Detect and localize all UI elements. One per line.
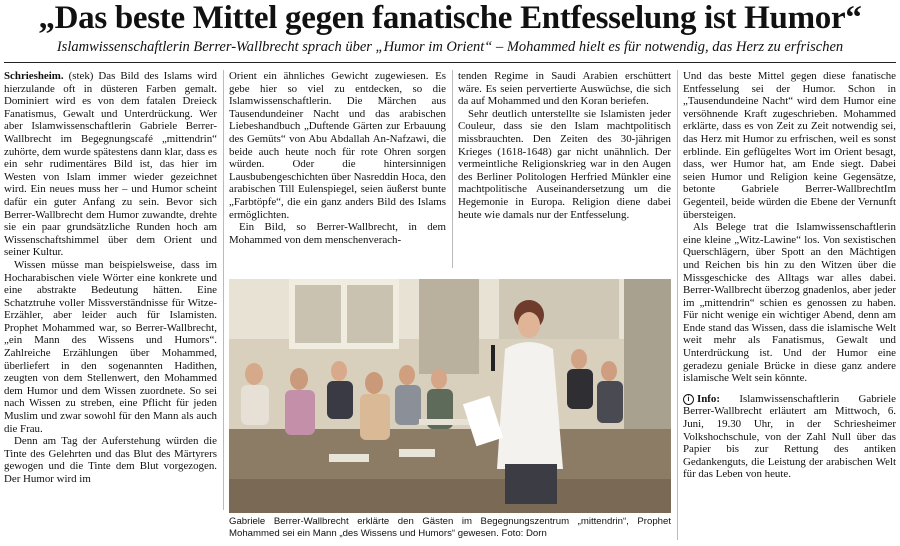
article-paragraph: tenden Regime in Saudi Arabien erschüttert wäre. Es seien pervertierte Auswüchse, die sich da auf Mohammed und den Koran beriefen.: [458, 70, 671, 108]
article-paragraph: Als Belege trat die Islamwissenschaftlerin eine kleine „Witz-Lawine“ los. Von sexistischen Querschlägern, über Spott an den Mächtigen und Reichen bis hin zu den Witzen über die Missgeschicke des Alltags war alles dabei. Berrer-Wallbrecht überzog gnadenlos, aber jeder im „mittendrin“ schien es genossen zu haben. Für nicht wenige ein wichtiger Abend, denn am Ende stand das Wissen, dass die islamische Welt weit mehr als Fanatismus, Gewalt und Unterdrückung ist. Und der Humor eine geradezu geniale Brücke in diese ganz andere islamische Welt sein könnte.: [683, 221, 896, 385]
article-column-2: [229, 70, 446, 275]
event-photo: [229, 279, 671, 513]
info-paragraph: [683, 393, 896, 481]
dateline: Schriesheim.: [4, 70, 64, 82]
article-column-4: [683, 70, 896, 542]
article-paragraph: Ein Bild, so Berrer-Wallbrecht, in dem Mohammed von dem menschenverach-: [229, 221, 446, 246]
photo-illustration: [229, 279, 671, 513]
info-box: [683, 393, 896, 481]
subheadline: Islamwissenschaftlerin Berrer-Wallbrecht sprach über „Humor im Orient“ – Mohammed hielt es für notwendig, das Herz zu erfrischen: [56, 39, 844, 55]
article-paragraph: Wissen müsse man beispielsweise, dass im Hocharabischen viele Wörter eine konkrete und eine abstrakte Bedeutung hätten. Eine Schatztruhe voller Missverständnisse für Witze-Erzähler, aber leider auch für Islamisten. Prophet Mohammed war, so Berrer-Wallbrecht, „ein Mann des Wissens und Humors“. Zahlreiche Erzählungen über Mohammed, überliefert in den sogenannten Hadithen, zeugten von dem Stellenwert, den Mohammed dem Humor und dem Wissen zuordnete. So sei nach Wissen zu streben, eine Pflicht für jeden Muslim und zwar sowohl für den Mann als auch die Frau.: [4, 258, 217, 435]
headline: „Das beste Mittel gegen fanatische Entfesselung ist Humor“: [38, 0, 862, 36]
photo-caption: Gabriele Berrer-Wallbrecht erklärte den Gästen im Begegnungszentrum „mittendrin“, Prophet Mohammed sei ein Mann „des Wissens und Humors“ gewesen. Foto: Dorn: [229, 516, 671, 539]
paragraph-text: (stek) Das Bild des Islams wird hierzulande oft in düsteren Farben gemalt. Dominiert wird es von dem fatalen Dreieck Fanatismus, Gewalt und Unterdrückung. Wer aber Islamwissenschaftlerin Gabriele Berrer-Wallbrecht im Begegnungscafé „mittendrin“ zuhörte, dem wurde spätestens dann klar, dass es ein sehr rudimentäres Bild ist, das hier im Westen von Islam immer wieder gezeichnet wird. Ein neues muss her – und Humor scheint dafür ein guter Anfang zu sein. Bevor sich Berrer-Wallbrecht dem Humor zuwandte, drehte sie ein paar grundsätzliche Runden hoch am Wissenschaftshimmel über dem Orient und seiner Kultur.: [4, 70, 217, 259]
article-paragraph: Und das beste Mittel gegen diese fanatische Entfesselung sei der Humor. Schon in „Tausendundeine Nacht“ wird dem Humor eine versöhnende Kraft zugeschrieben. Mohammed erklärte, dass es von Zeit zu Zeit notwendig sei, das Herz mit Humor zu erfrischen, weil es sonst erblinde. Ein geflügeltes Wort im Orient besagt, dass, wer Humor hat, am Ende siegt. Dabei seien Humor und Religion keine Gegensätze, betonte Gabriele Berrer-WallbrechtIm Gegenteil, beide würden die Ebene der Vernunft übersteigen.: [683, 70, 896, 221]
article-column-1: [4, 70, 217, 542]
column-divider: [223, 70, 224, 510]
article-paragraph: Sehr deutlich unterstellte sie Islamisten jeder Couleur, dass sie den Islam machtpolitisch missbrauchten. Den Zeiten des 30-jährigen Krieges (1618-1648) gar nicht unähnlich. Der vermeintliche Religionskrieg war in den Augen des Berliner Politologen Herfried Münkler eine machtpolitische Auseinandersetzung um die Hegemonie in Europa. Religion diene dabei heute wie damals nur der Entfesselung.: [458, 107, 671, 221]
article-column-3: [458, 70, 671, 275]
info-label: Info:: [697, 392, 720, 405]
info-text: Islamwissenschaftlerin Gabriele Berrer-Wallbrecht erläutert am Mittwoch, 6. Juni, 19.30 Uhr, in der Schriesheimer Volkshochschule, von der Zahl Null über das Papier bis zur Rettung des antiken Gedankenguts, die Leistung der arabischen Welt für das Leben von heute.: [683, 392, 896, 481]
article-paragraph: Denn am Tag der Auferstehung würden die Tinte des Gelehrten und das Blut des Märtyrers gewogen und die Tinte dem Blut vorgezogen. Der Humor wird im: [4, 435, 217, 485]
column-divider: [677, 70, 678, 540]
article-paragraph: [4, 70, 217, 259]
column-divider: [452, 70, 453, 268]
header-rule: [4, 62, 896, 63]
article-paragraph: Orient ein ähnliches Gewicht zugewiesen. Es gebe hier so viel zu entdecken, so die Islamwissenschaftlerin. Die Märchen aus Tausendundeiner Nacht und das arabischen Liebeshandbuch „Duftende Gärten zur Erbauung des Gemüts“ von Abu Abdallah An-Nafzawi, die beide auch heute noch für rote Ohren sorgen würden. Oder die hintersinnigen Lausbubengeschichten über Nasreddin Hoca, den arabischen Till Eulenspiegel, seien äußerst bunte „Farbtöpfe“, die ein ganz anders Bild des Islams ermöglichten.: [229, 70, 446, 221]
info-icon: i: [683, 394, 694, 405]
